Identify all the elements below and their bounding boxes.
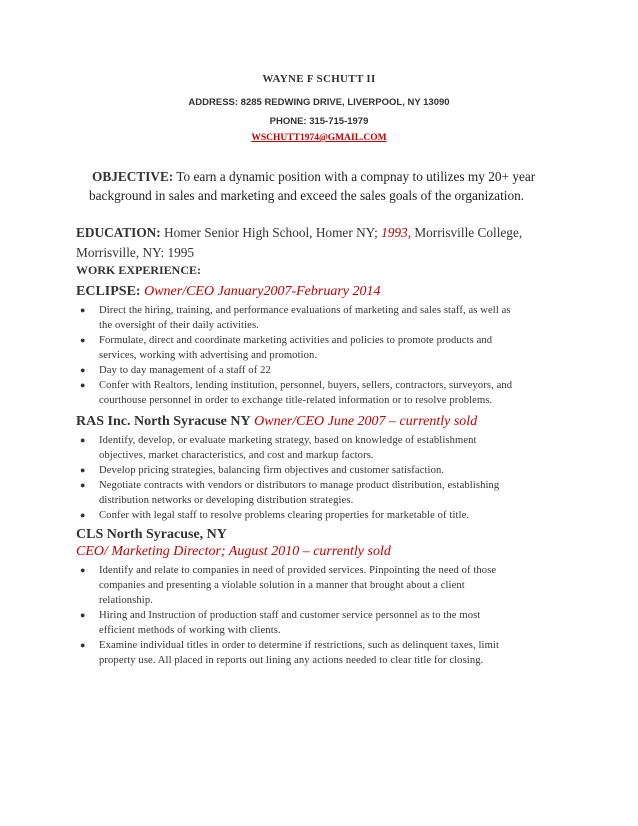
objective-text-line1: To earn a dynamic position with a compnay to utilizes my 20+ year: [173, 169, 536, 184]
bullet-text: distribution networks or developing distribution strategies.: [99, 495, 354, 506]
list-item: [76, 638, 551, 668]
bullet-text: Identify and relate to companies in need of provided services. Pinpointing the need of those: [99, 565, 497, 576]
education-college: Morrisville College,: [411, 225, 523, 240]
bullet-text: Direct the hiring, training, and performance evaluations of marketing and sales staff, as well as: [99, 305, 511, 316]
job-company: RAS Inc. North Syracuse NY: [76, 414, 251, 429]
job-bullets-ras: [76, 433, 551, 523]
education-year: 1993,: [381, 225, 412, 240]
bullet-text: Confer with Realtors, lending institution, personnel, buyers, sellers, contractors, surveyors, and: [99, 380, 513, 391]
list-item: [76, 478, 551, 508]
list-item: [76, 563, 551, 608]
objective-text-line2: background in sales and marketing and exceed the sales goals of the organization.: [89, 188, 525, 203]
bullet-icon: ●: [80, 335, 86, 345]
job-heading-ras: [76, 414, 477, 430]
bullet-text: services, working with advertising and promotion.: [99, 350, 318, 361]
bullet-icon: ●: [80, 435, 86, 445]
education-line2: Morrisville, NY: 1995: [76, 245, 195, 260]
bullet-icon: ●: [80, 380, 86, 390]
objective-section: [89, 167, 557, 205]
bullet-text: Confer with legal staff to resolve problems clearing properties for marketable of title.: [99, 510, 470, 521]
bullet-text: Day to day management of a staff of 22: [99, 365, 271, 376]
job-bullets-eclipse: [76, 303, 551, 408]
list-item: [76, 303, 551, 333]
list-item: [76, 378, 551, 408]
bullet-icon: ●: [80, 305, 86, 315]
objective-label: OBJECTIVE:: [92, 169, 174, 184]
bullet-icon: ●: [80, 480, 86, 490]
education-text: Homer Senior High School, Homer NY;: [160, 225, 382, 240]
bullet-text: Hiring and Instruction of production staff and customer service personnel as to the most: [99, 610, 481, 621]
list-item: [76, 508, 551, 523]
job-role: Owner/CEO June 2007 – currently sold: [250, 414, 478, 429]
list-item: [76, 363, 551, 378]
list-item: [76, 433, 551, 463]
education-label: EDUCATION:: [76, 225, 161, 240]
job-heading-eclipse: [76, 284, 381, 300]
job-role: Owner/CEO January2007-February 2014: [140, 284, 381, 299]
bullet-icon: ●: [80, 510, 86, 520]
job-company: CLS North Syracuse, NY: [76, 527, 227, 542]
bullet-icon: ●: [80, 465, 86, 475]
bullet-icon: ●: [80, 565, 86, 575]
bullet-text: courthouse personnel in order to exchange title-related information or to resolve problems.: [99, 395, 493, 406]
bullet-icon: ●: [80, 640, 86, 650]
phone-line: PHONE: 315-715-1979: [269, 116, 369, 127]
bullet-text: Negotiate contracts with vendors or distributors to manage product distribution, establishing: [99, 480, 500, 491]
applicant-name: WAYNE F SCHUTT II: [262, 73, 376, 85]
address-line: ADDRESS: 8285 REDWING DRIVE, LIVERPOOL, NY 13090: [188, 97, 450, 108]
bullet-text: efficient methods of working with clients.: [99, 625, 281, 636]
job-bullets-cls: [76, 563, 551, 668]
bullet-text: Identify, develop, or evaluate marketing strategy, based on knowledge of establishment: [99, 435, 477, 446]
bullet-text: property use. All placed in reports out lining any actions needed to clear title for closing.: [99, 655, 484, 666]
education-section: [76, 223, 566, 263]
list-item: [76, 608, 551, 638]
bullet-text: objectives, market characteristics, and cost and markup factors.: [99, 450, 374, 461]
list-item: [76, 333, 551, 363]
job-role: CEO/ Marketing Director; August 2010 – currently sold: [76, 544, 391, 559]
bullet-text: Formulate, direct and coordinate marketing activities and policies to promote products and: [99, 335, 493, 346]
bullet-icon: ●: [80, 365, 86, 375]
job-heading-cls: [76, 527, 227, 543]
bullet-text: Examine individual titles in order to determine if restrictions, such as delinquent taxes, limit: [99, 640, 500, 651]
bullet-text: Develop pricing strategies, balancing firm objectives and customer satisfaction.: [99, 465, 445, 476]
job-company: ECLIPSE:: [76, 284, 141, 299]
bullet-text: the oversight of their daily activities.: [99, 320, 259, 331]
list-item: [76, 463, 551, 478]
bullet-text: relationship.: [99, 595, 153, 606]
email-link[interactable]: WSCHUTT1974@GMAIL.COM: [251, 133, 387, 143]
bullet-icon: ●: [80, 610, 86, 620]
bullet-text: companies and presenting a violable solution in a manner that brought about a client: [99, 580, 465, 591]
work-experience-heading: WORK EXPERIENCE:: [76, 263, 202, 277]
